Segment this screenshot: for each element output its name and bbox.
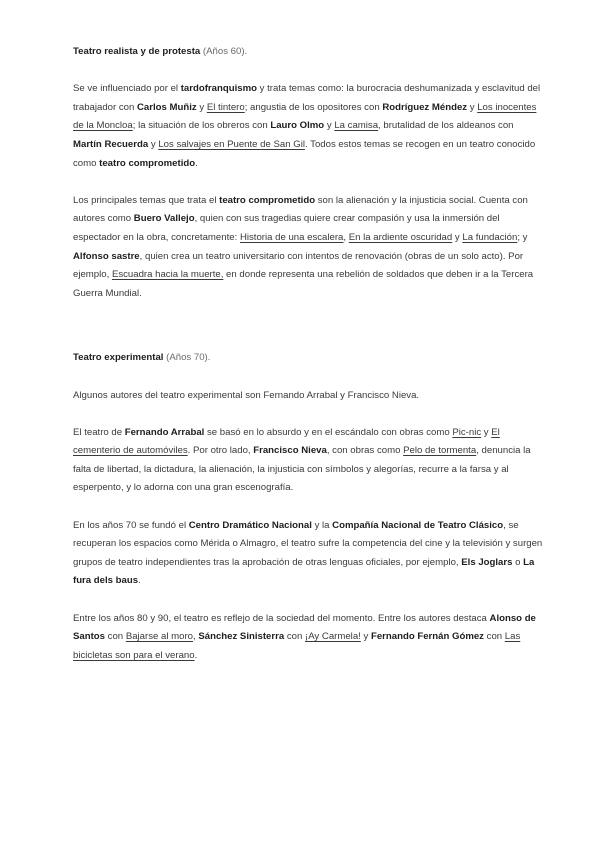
section-heading-realista bbox=[73, 43, 543, 62]
work-title: Los inocentes de la Moncloa bbox=[73, 101, 537, 132]
text-run: , denuncia la falta de libertad, la dictadura, la alienación, la injusticia con símbolos y alegorías, recurre a la farsa y al esperpento, y lo adorna con una gran escenografía. bbox=[73, 445, 531, 494]
bold-term: Alonso de Santos bbox=[73, 612, 536, 643]
bold-term: Buero Vallejo bbox=[133, 213, 195, 225]
bold-term: Els Joglars bbox=[461, 556, 513, 568]
paragraph-realista-2 bbox=[73, 192, 543, 304]
bold-term: Rodríguez Méndez bbox=[382, 101, 468, 113]
bold-term: Centro Dramático Nacional bbox=[188, 519, 312, 531]
text-run: en donde representa una rebelión de soldados que deben ir a la Tercera Guerra Mundial. bbox=[73, 269, 534, 299]
text-run: Entre los años 80 y 90, el teatro es reflejo de la sociedad del momento. Entre los autores destaca bbox=[73, 612, 490, 624]
text-run: ; la situación de los obreros con bbox=[132, 120, 271, 132]
work-title: Historia de una escalera bbox=[239, 231, 344, 243]
text-run: y bbox=[148, 138, 159, 150]
bold-term: Fernando Arrabal bbox=[124, 426, 205, 438]
section-heading-experimental bbox=[73, 349, 543, 368]
text-run: , quien crea un teatro universitario con intentos de renovación (obras de un solo acto). Por ejemplo, bbox=[73, 250, 524, 281]
text-run: se basó en lo absurdo y en el escándalo con obras como bbox=[204, 426, 453, 438]
text-run: El teatro de bbox=[73, 426, 125, 438]
work-title: La camisa bbox=[334, 120, 379, 132]
work-title: ¡Ay Carmela! bbox=[305, 631, 361, 643]
heading-note: (Años 60). bbox=[200, 46, 248, 57]
text-run: y bbox=[452, 231, 463, 243]
text-run: y bbox=[324, 120, 335, 132]
bold-term: tardofranquismo bbox=[180, 83, 257, 95]
text-run: . Por otro lado, bbox=[187, 445, 254, 457]
bold-term: Francisco Nieva bbox=[253, 445, 327, 457]
work-title: Pelo de tormenta bbox=[403, 445, 477, 457]
text-run: , quien con sus tragedias quiere crear compasión y usa la inmersión del espectador en la obra, concretamente: bbox=[73, 213, 500, 243]
heading-title: Teatro realista y de protesta bbox=[73, 46, 201, 57]
text-run: ; angustia de los opositores con bbox=[244, 101, 383, 113]
paragraph-realista-1 bbox=[73, 80, 543, 173]
text-run: y bbox=[481, 426, 492, 438]
text-run: . bbox=[138, 575, 141, 587]
text-run: son la alienación y la injusticia social. Cuenta con autores como bbox=[73, 194, 528, 225]
text-run: . Todos estos temas se recogen en un teatro conocido como bbox=[73, 138, 536, 169]
paragraph-experimental-1: Algunos autores del teatro experimental son Fernando Arrabal y Francisco Nieva. bbox=[73, 389, 420, 401]
text-run: y trata temas como: la burocracia deshumanizada y esclavitud del trabajador con bbox=[73, 83, 541, 113]
bold-term: Lauro Olmo bbox=[270, 120, 325, 132]
work-title: Escuadra hacia la muerte, bbox=[111, 269, 224, 281]
paragraph-experimental-3 bbox=[73, 517, 543, 591]
text-run: y bbox=[467, 101, 478, 113]
bold-term: Carlos Muñiz bbox=[137, 101, 197, 113]
bold-term: teatro comprometido bbox=[219, 194, 316, 206]
heading-note: (Años 70). bbox=[163, 352, 211, 364]
text-run: . bbox=[195, 157, 198, 169]
heading-title: Teatro experimental bbox=[73, 352, 164, 364]
bold-term: teatro comprometido bbox=[99, 157, 196, 169]
bold-term: Alfonso sastre bbox=[73, 250, 140, 262]
text-run: Los principales temas que trata el bbox=[73, 194, 220, 206]
text-run: En los años 70 se fundó el bbox=[73, 519, 189, 531]
document-body bbox=[73, 43, 543, 665]
text-run: con bbox=[483, 631, 505, 643]
text-run: , bbox=[343, 231, 349, 243]
text-run: . bbox=[194, 649, 198, 661]
bold-term: Martín Recuerda bbox=[73, 138, 149, 150]
text-run: con bbox=[284, 631, 306, 643]
text-run: o bbox=[512, 556, 524, 568]
bold-term: Sánchez Sinisterra bbox=[198, 631, 285, 643]
text-run: , bbox=[193, 631, 199, 643]
text-run: y la bbox=[311, 519, 333, 531]
text-run: con bbox=[105, 631, 126, 643]
work-title: Pic-nic bbox=[452, 426, 482, 438]
text-run: , brutalidad de los aldeanos con bbox=[378, 120, 514, 132]
work-title: El cementerio de automóviles bbox=[73, 426, 500, 457]
work-title: Los salvajes en Puente de San Gil bbox=[158, 138, 305, 150]
work-title: Las bicicletas son para el verano bbox=[73, 631, 521, 661]
text-run: , con obras como bbox=[326, 445, 404, 457]
text-run: y bbox=[360, 631, 371, 643]
work-title: La fundación bbox=[462, 231, 518, 243]
paragraph-experimental-4 bbox=[73, 610, 543, 666]
bold-term: Compañía Nacional de Teatro Clásico bbox=[332, 519, 504, 531]
bold-term: La fura dels baus bbox=[73, 556, 535, 587]
text-run: y bbox=[196, 101, 207, 113]
work-title: En la ardiente oscuridad bbox=[348, 231, 453, 243]
bold-term: Fernando Fernán Gómez bbox=[370, 631, 484, 643]
paragraph-experimental-2 bbox=[73, 424, 543, 498]
text-run: ; y bbox=[517, 231, 528, 243]
text-run: , se recuperan los espacios como Mérida o Almagro, el teatro sufre la competencia del cine y la televisión y surgen grupos de teatro independientes tras la aprobación de otras lenguas oficiales, por ejemplo, bbox=[73, 519, 543, 568]
text-run: Se ve influenciado por el bbox=[73, 83, 181, 95]
work-title: El tintero bbox=[206, 101, 245, 113]
work-title: Bajarse al moro bbox=[125, 631, 193, 643]
